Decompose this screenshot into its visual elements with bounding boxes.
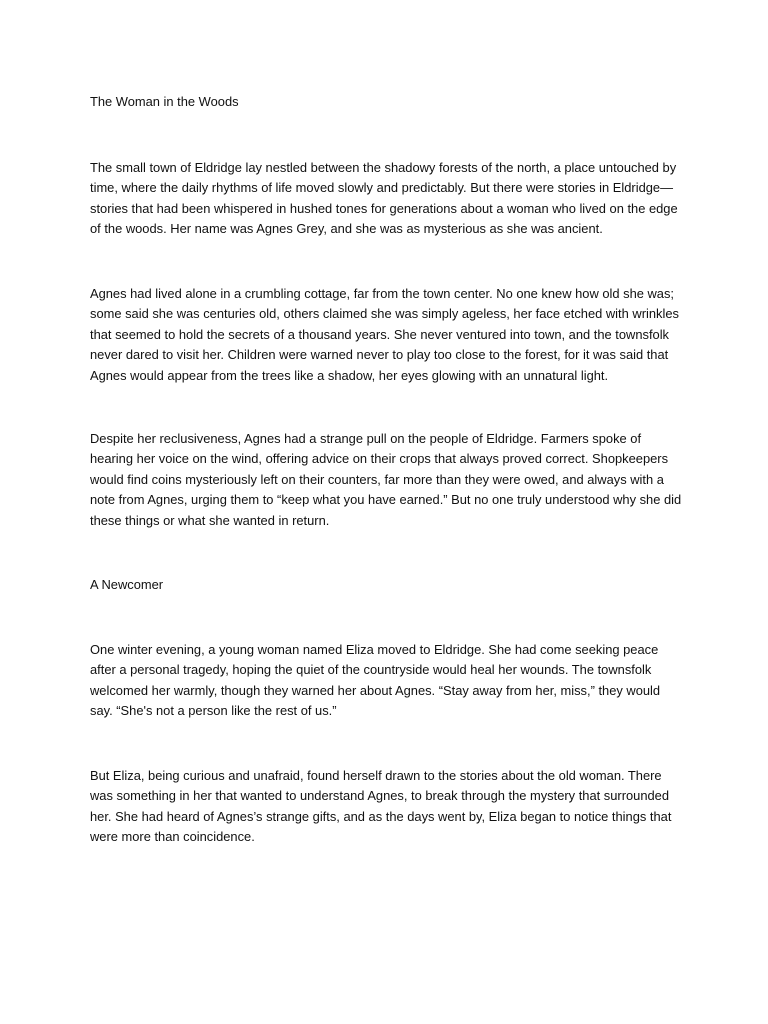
paragraph-3: Despite her reclusiveness, Agnes had a strange pull on the people of Eldridge. Farmers spoke of hearing her voice on the wind, offering advice on their crops that always proved correct. Shopkeepers would find coins mysteriously left on their counters, far more than they were owed, and always with a note from Agnes, urging them to “keep what you have earned.” But no one truly understood why she did these things or what she wanted in return. <box>90 431 682 528</box>
paragraph-1: The small town of Eldridge lay nestled between the shadowy forests of the north, a place untouched by time, where the daily rhythms of life moved slowly and predictably. But there were stories in Eldridge—stories that had been whispered in hushed tones for generations about a woman who lived on the edge of the woods. Her name was Agnes Grey, and she was as mysterious as she was ancient. <box>90 160 678 237</box>
paragraph-2: Agnes had lived alone in a crumbling cottage, far from the town center. No one knew how old she was; some said she was centuries old, others claimed she was simply ageless, her face etched with wrinkles that seemed to hold the secrets of a thousand years. She never ventured into town, and the townsfolk never dared to visit her. Children were warned never to play too close to the forest, for it was said that Agnes would appear from the trees like a shadow, her eyes glowing with an unnatural light. <box>90 286 679 383</box>
document-title: The Woman in the Woods <box>90 94 239 109</box>
paragraph-5: But Eliza, being curious and unafraid, found herself drawn to the stories about the old woman. There was something in her that wanted to understand Agnes, to break through the mystery that surrounded her. She had heard of Agnes’s strange gifts, and as the days went by, Eliza began to notice things that were more than coincidence. <box>90 768 672 845</box>
section-heading: A Newcomer <box>90 577 164 592</box>
paragraph-4: One winter evening, a young woman named Eliza moved to Eldridge. She had come seeking peace after a personal tragedy, hoping the quiet of the countryside would heal her wounds. The townsfolk welcomed her warmly, though they warned her about Agnes. “Stay away from her, miss,” they would say. “She's not a person like the rest of us.” <box>90 642 661 719</box>
